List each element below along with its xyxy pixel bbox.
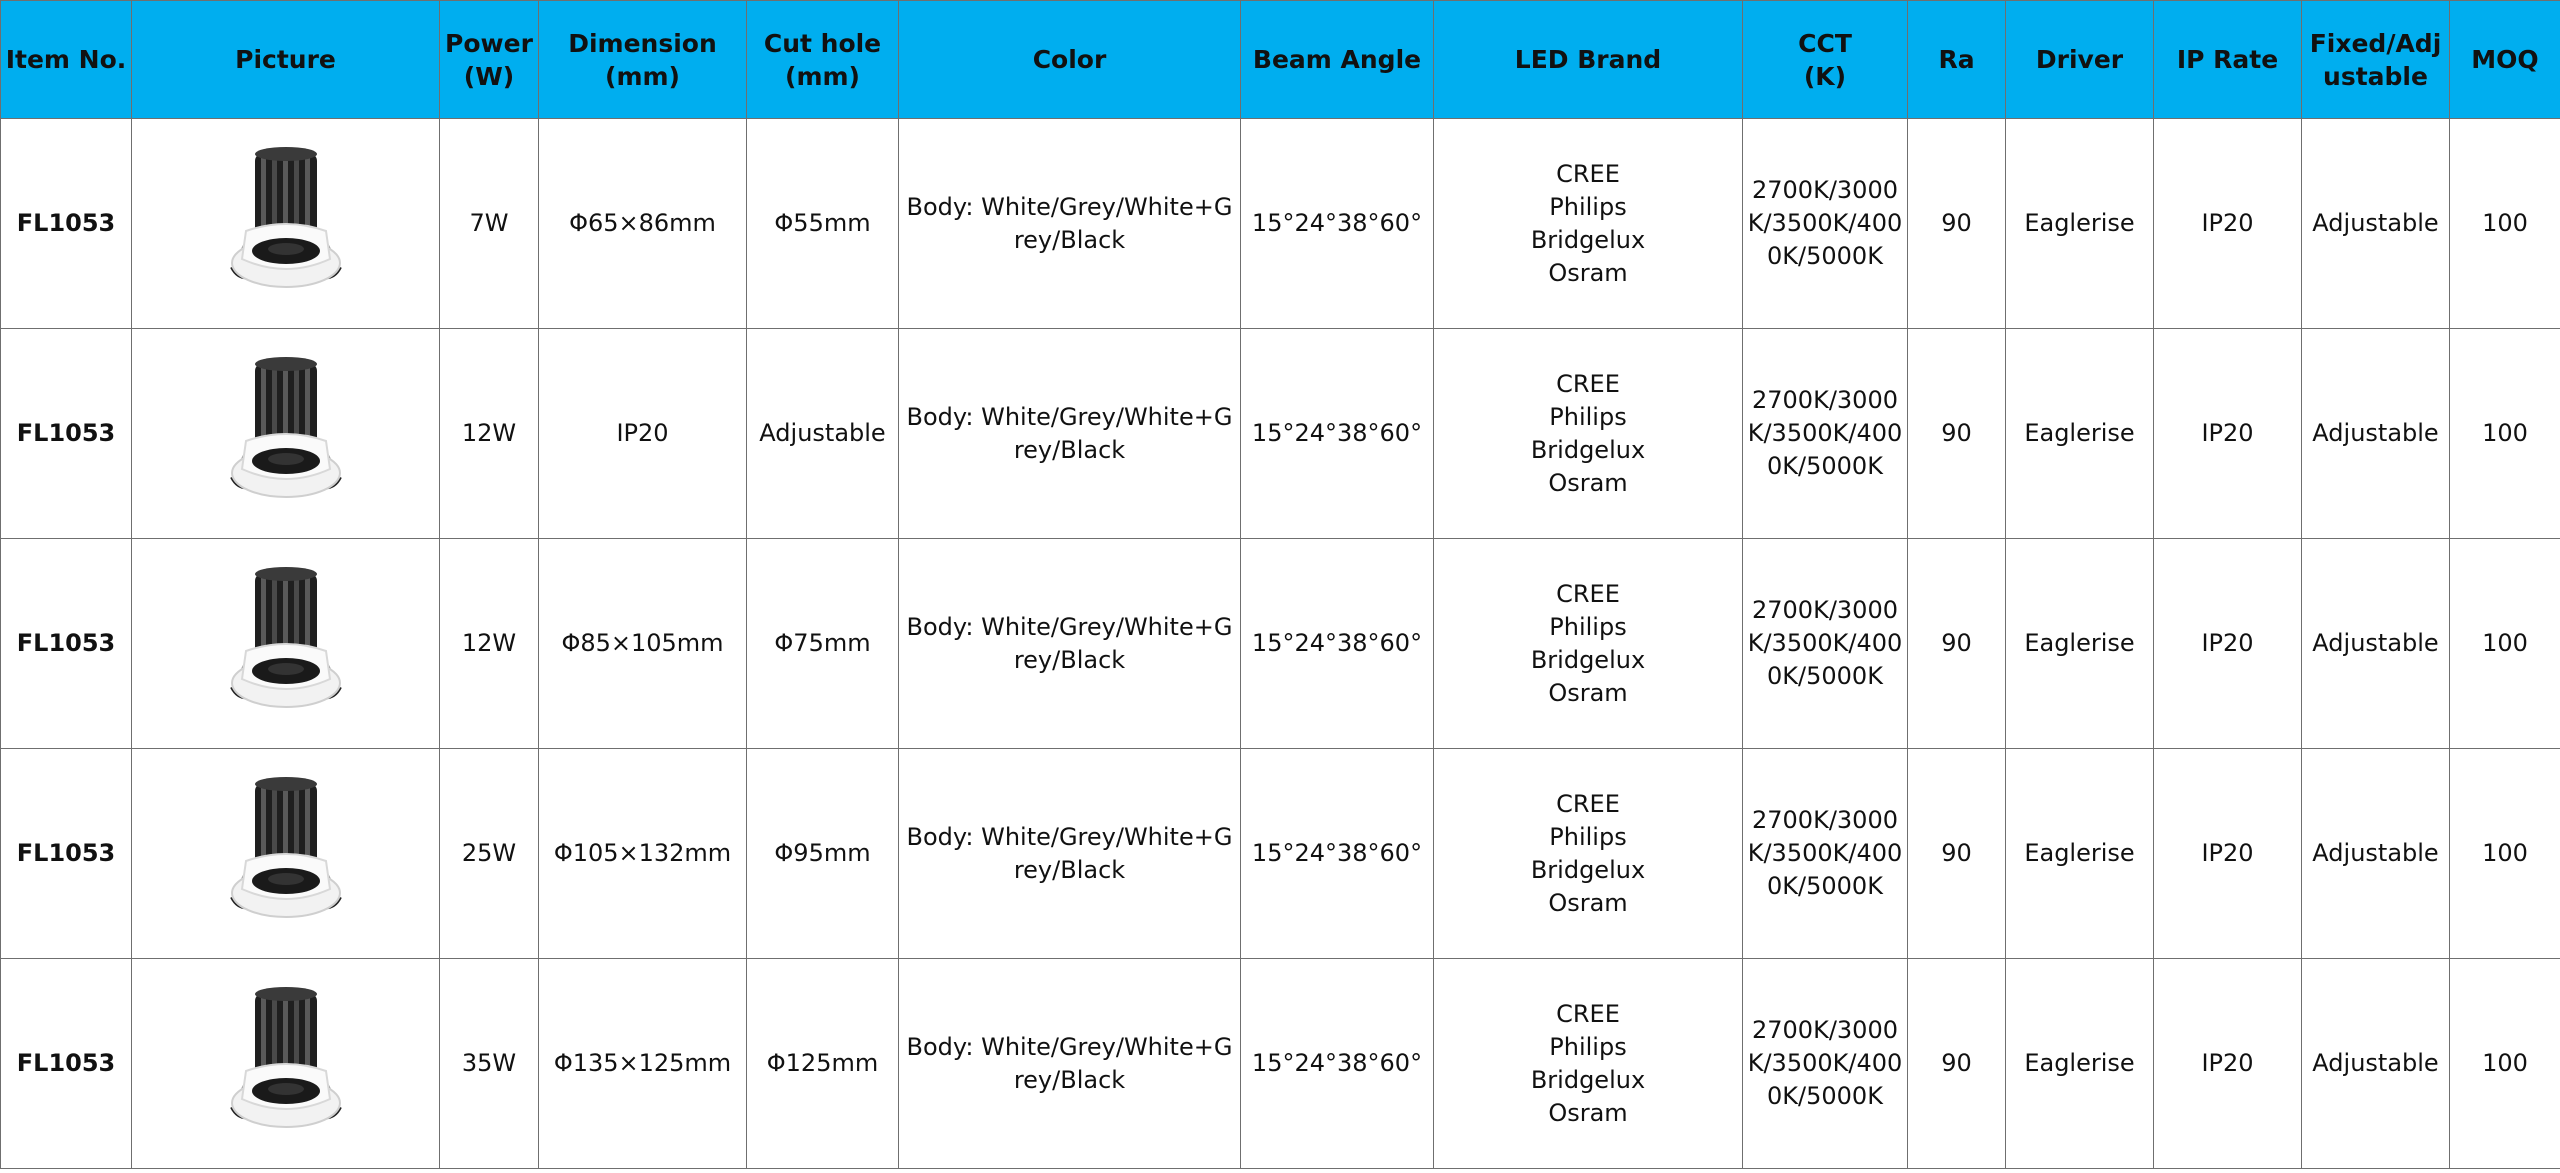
color-cell: Body: White/Grey/White+Grey/Black [899,959,1241,1169]
moq-cell: 100 [2450,329,2560,539]
picture-cell [132,749,440,959]
ip-rate-cell: IP20 [2154,119,2302,329]
ip-rate-cell: IP20 [2154,539,2302,749]
beam-angle-cell: 15°24°38°60° [1241,539,1434,749]
header-row [1,1,2560,119]
table-row [1,329,2560,539]
downlight-icon [216,349,356,519]
downlight-icon [216,139,356,309]
beam-angle-cell: 15°24°38°60° [1241,749,1434,959]
item-no-cell: FL1053 [1,119,132,329]
power-cell: 7W [440,119,539,329]
header-beam-angle: Beam Angle [1241,1,1434,119]
ip-rate-cell: IP20 [2154,329,2302,539]
color-cell: Body: White/Grey/White+Grey/Black [899,329,1241,539]
driver-cell: Eaglerise [2006,539,2154,749]
ra-cell: 90 [1908,539,2006,749]
power-cell: 35W [440,959,539,1169]
ip-rate-cell: IP20 [2154,749,2302,959]
power-cell: 12W [440,539,539,749]
table-row [1,119,2560,329]
driver-cell: Eaglerise [2006,959,2154,1169]
ra-cell: 90 [1908,959,2006,1169]
picture-cell [132,329,440,539]
led-brand-cell: CREE Philips Bridgelux Osram [1434,119,1743,329]
dimension-cell: Φ135×125mm [539,959,747,1169]
power-cell: 12W [440,329,539,539]
ra-cell: 90 [1908,749,2006,959]
header-dimension: Dimension (mm) [539,1,747,119]
cct-cell: 2700K/3000K/3500K/4000K/5000K [1743,959,1908,1169]
led-brand-cell: CREE Philips Bridgelux Osram [1434,539,1743,749]
cct-cell: 2700K/3000K/3500K/4000K/5000K [1743,329,1908,539]
header-fixed-adjustable: Fixed/Adjustable [2302,1,2450,119]
header-moq: MOQ [2450,1,2560,119]
header-driver: Driver [2006,1,2154,119]
item-no-cell: FL1053 [1,749,132,959]
cct-cell: 2700K/3000K/3500K/4000K/5000K [1743,749,1908,959]
color-cell: Body: White/Grey/White+Grey/Black [899,749,1241,959]
downlight-icon [216,559,356,729]
header-item-no: Item No. [1,1,132,119]
moq-cell: 100 [2450,749,2560,959]
fixed-adjustable-cell: Adjustable [2302,539,2450,749]
item-no-cell: FL1053 [1,329,132,539]
picture-cell [132,119,440,329]
led-brand-cell: CREE Philips Bridgelux Osram [1434,329,1743,539]
ip-rate-cell: IP20 [2154,959,2302,1169]
picture-cell [132,539,440,749]
driver-cell: Eaglerise [2006,119,2154,329]
fixed-adjustable-cell: Adjustable [2302,119,2450,329]
dimension-cell: Φ65×86mm [539,119,747,329]
fixed-adjustable-cell: Adjustable [2302,959,2450,1169]
header-cut-hole: Cut hole (mm) [747,1,899,119]
cut-hole-cell: Φ75mm [747,539,899,749]
header-ra: Ra [1908,1,2006,119]
led-brand-cell: CREE Philips Bridgelux Osram [1434,749,1743,959]
cut-hole-cell: Φ55mm [747,119,899,329]
dimension-cell: Φ105×132mm [539,749,747,959]
moq-cell: 100 [2450,539,2560,749]
cct-cell: 2700K/3000K/3500K/4000K/5000K [1743,539,1908,749]
header-picture: Picture [132,1,440,119]
table-row [1,749,2560,959]
ra-cell: 90 [1908,329,2006,539]
led-brand-cell: CREE Philips Bridgelux Osram [1434,959,1743,1169]
beam-angle-cell: 15°24°38°60° [1241,119,1434,329]
power-cell: 25W [440,749,539,959]
color-cell: Body: White/Grey/White+Grey/Black [899,119,1241,329]
cct-cell: 2700K/3000K/3500K/4000K/5000K [1743,119,1908,329]
header-power: Power (W) [440,1,539,119]
dimension-cell: Φ85×105mm [539,539,747,749]
header-cct: CCT (K) [1743,1,1908,119]
ra-cell: 90 [1908,119,2006,329]
moq-cell: 100 [2450,959,2560,1169]
moq-cell: 100 [2450,119,2560,329]
dimension-cell: IP20 [539,329,747,539]
driver-cell: Eaglerise [2006,329,2154,539]
beam-angle-cell: 15°24°38°60° [1241,329,1434,539]
picture-cell [132,959,440,1169]
fixed-adjustable-cell: Adjustable [2302,749,2450,959]
cut-hole-cell: Φ95mm [747,749,899,959]
table-row [1,959,2560,1169]
driver-cell: Eaglerise [2006,749,2154,959]
header-led-brand: LED Brand [1434,1,1743,119]
table-row [1,539,2560,749]
color-cell: Body: White/Grey/White+Grey/Black [899,539,1241,749]
header-color: Color [899,1,1241,119]
cut-hole-cell: Φ125mm [747,959,899,1169]
fixed-adjustable-cell: Adjustable [2302,329,2450,539]
downlight-icon [216,979,356,1149]
header-ip-rate: IP Rate [2154,1,2302,119]
item-no-cell: FL1053 [1,959,132,1169]
downlight-icon [216,769,356,939]
item-no-cell: FL1053 [1,539,132,749]
beam-angle-cell: 15°24°38°60° [1241,959,1434,1169]
cut-hole-cell: Adjustable [747,329,899,539]
